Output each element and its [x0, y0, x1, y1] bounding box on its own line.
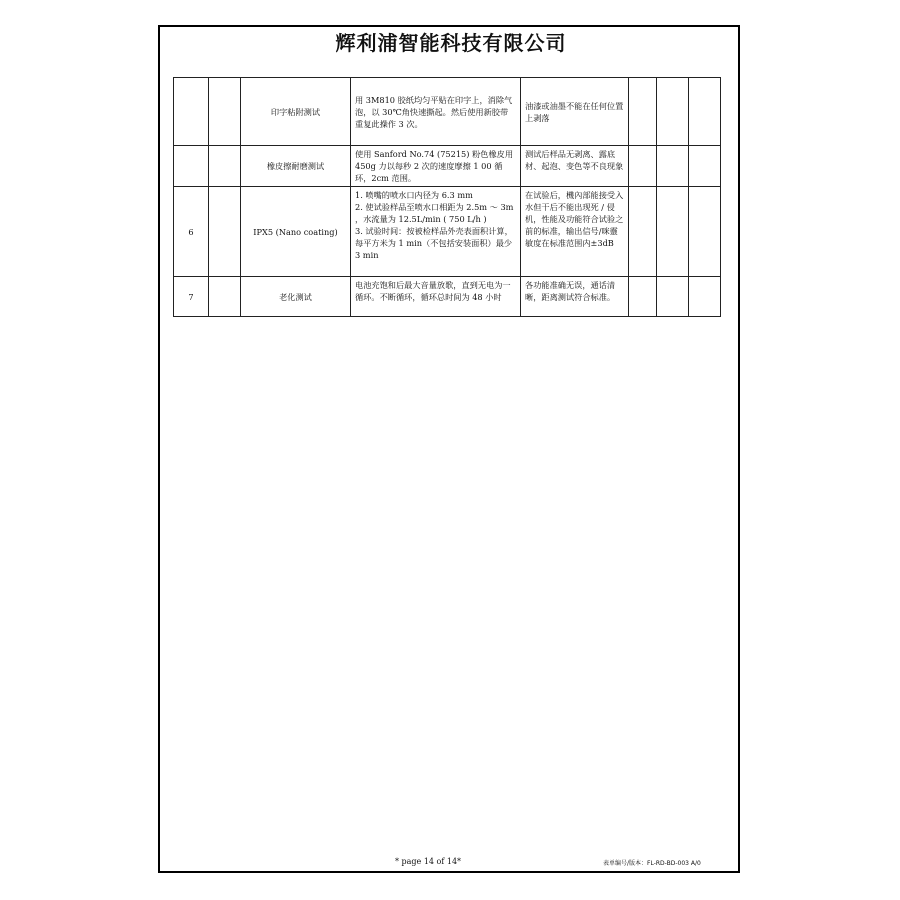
- procedure-line: 电池充饱和后最大音量放歌，直到无电为一循环。不断循环，循环总时间为 48 小时: [355, 280, 511, 302]
- row-number: [174, 146, 209, 187]
- acceptance-criteria: 油漆或油墨不能在任何位置上剥落: [521, 78, 629, 146]
- test-item: 橡皮擦耐磨测试: [241, 146, 351, 187]
- table-row: [174, 146, 721, 187]
- result-cell: [657, 187, 689, 277]
- result-cell: [689, 277, 721, 317]
- result-cell: [689, 146, 721, 187]
- table-row: [174, 78, 721, 146]
- row-number: 7: [174, 277, 209, 317]
- result-cell: [657, 146, 689, 187]
- procedure-line: 用 3M810 胶纸均匀平贴在印字上，消除气泡，以 30℃角快速撕起。然后使用新胶带重复此操作 3 次。: [355, 94, 513, 129]
- test-procedure: [351, 146, 521, 187]
- result-cell: [657, 78, 689, 146]
- form-number: 表单编号/版本：FL-RD-BD-003 A/0: [603, 860, 701, 867]
- test-item: 老化测试: [241, 277, 351, 317]
- result-cell: [629, 146, 657, 187]
- result-cell: [629, 187, 657, 277]
- table-row: [174, 277, 721, 317]
- table-row: [174, 187, 721, 277]
- row-sub-cell: [209, 277, 241, 317]
- procedure-line: 3. 试验时间：按被检样品外壳表面积计算，每平方米为 1 min（不包括安装面积）最少 3 min: [355, 226, 513, 260]
- test-procedure: [351, 187, 521, 277]
- procedure-line: 2. 使试验样品至喷水口相距为 2.5m ～ 3m ，水流量为 12.5L/min ( 750 L/h ): [355, 202, 514, 224]
- result-cell: [657, 277, 689, 317]
- page-number: * page 14 of 14*: [395, 857, 462, 866]
- acceptance-criteria: 测试后样品无剥离、露底材、起泡、变色等不良现象: [521, 146, 629, 187]
- result-cell: [629, 277, 657, 317]
- result-cell: [689, 78, 721, 146]
- page-title: 辉利浦智能科技有限公司: [335, 31, 567, 55]
- test-item: IPX5 (Nano coating): [241, 187, 351, 277]
- test-spec-table: [173, 77, 721, 317]
- procedure-line: 使用 Sanford No.74 (75215) 粉色橡皮用 450g 力以每秒 2 次的速度摩擦 1 00 循环，2cm 范围。: [355, 149, 514, 183]
- test-item: 印字粘附测试: [241, 78, 351, 146]
- acceptance-criteria: 各功能准确无误，通话清晰，距离测试符合标准。: [521, 277, 629, 317]
- row-number: [174, 78, 209, 146]
- row-sub-cell: [209, 78, 241, 146]
- row-sub-cell: [209, 187, 241, 277]
- procedure-line: 1. 喷嘴的喷水口内径为 6.3 mm: [355, 190, 473, 200]
- acceptance-criteria: 在试验后，機內部能接受入水但干后不能出现死 / 侵机，性能及功能符合试验之前的标准，输出信号/咪靈敏度在标准范围内±3dB: [521, 187, 629, 277]
- test-procedure: [351, 277, 521, 317]
- result-cell: [629, 78, 657, 146]
- test-procedure: [351, 78, 521, 146]
- result-cell: [689, 187, 721, 277]
- row-number: 6: [174, 187, 209, 277]
- row-sub-cell: [209, 146, 241, 187]
